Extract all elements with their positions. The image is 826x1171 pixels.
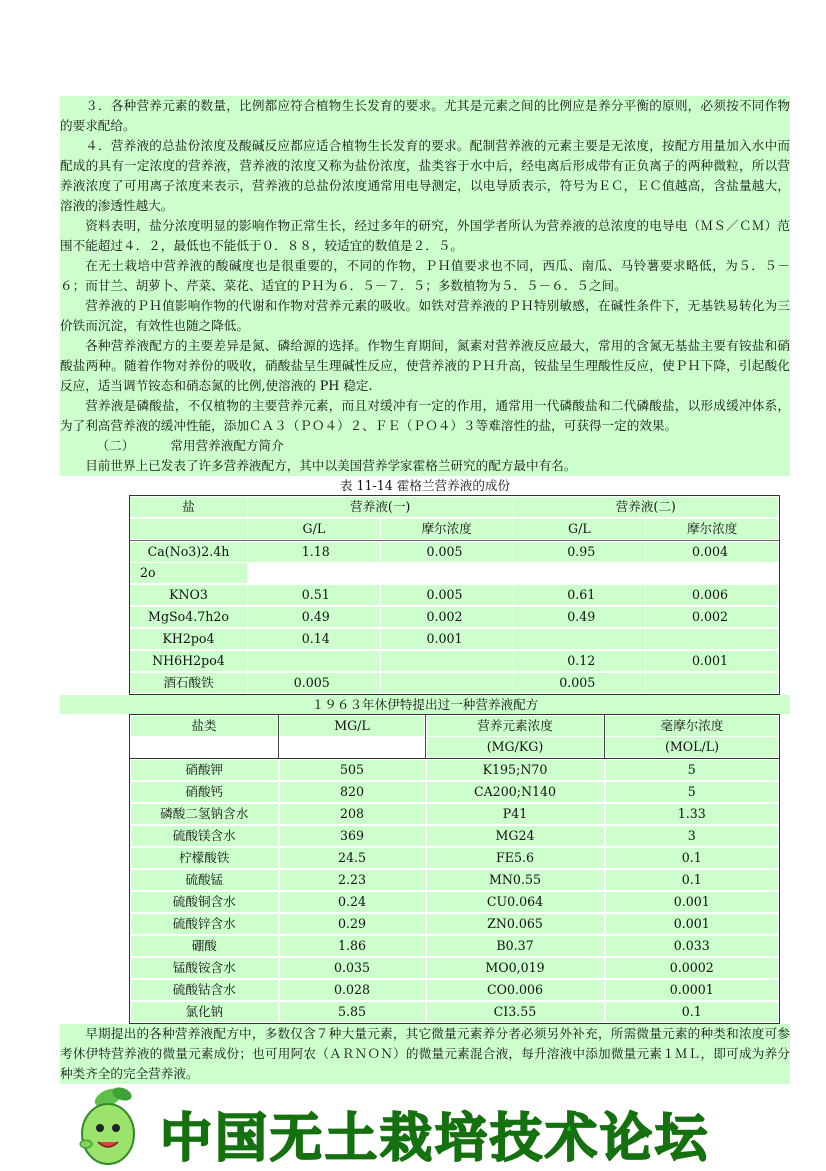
table1-header-molar-2: 摩尔浓度: [646, 518, 779, 541]
closing-text-block: [60, 1024, 790, 1084]
mascot-icon: [70, 1078, 150, 1170]
paragraph-nitrogen: 各种营养液配方的主要差异是氮、磷给源的选择。作物生育期间，氮素对营养液反应最大，常用的含氮无基盐主要有铵盐和硝酸盐两种。随着作物对养份的吸收，硝酸盐呈生理碱性反应，使营养液的ＰＨ升高，铵盐呈生理酸性反应，使ＰＨ下降，引起酸化反应，适当调节铵态和硝态氮的比例,使溶液的 PH 稳定.: [60, 338, 790, 393]
table-row: KH2po4 0.14 0.001: [130, 628, 779, 650]
paragraph-phosphate: 营养液是磷酸盐，不仅植物的主要营养元素，而且对缓冲有一定的作用，通常用一代磷酸盐和二代磷酸盐，以形成缓冲体系，为了利高营养液的缓冲性能，添加ＣＡ３（ＰＯ４）２、ＦＥ（ＰＯ４）３等难溶性的盐，可获得一定的效果。: [60, 398, 790, 433]
logo-text: 中国无土栽培技术论坛: [160, 1109, 711, 1169]
table-row: 氯化钠 5.85 CI3.55 0.1: [130, 1001, 780, 1024]
table-row: 硫酸铜含水 0.24 CU0.064 0.001: [130, 891, 780, 913]
table1-header-salt: 盐: [130, 496, 248, 518]
paragraph-micronutrients: 早期提出的各种营养液配方中，多数仅含７种大量元素，其它微量元素养分者必须另外补充，所需微量元素的种类和浓度可参考休伊特营养液的微量元素成份；也可用阿农（ＡＲＮＯＮ）的微量元素混合液，每升溶液中添加微量元素１ＭＬ，即可成为养分种类齐全的完全营养液。: [60, 1026, 790, 1081]
table2-header-element: 营养元素浓度 (MG/KG): [426, 715, 605, 759]
table-row: 硫酸镁含水 369 MG24 3: [130, 825, 780, 847]
table-row: 硝酸钾 505 K195;N70 5: [130, 759, 780, 782]
paragraph-4: ４．营养液的总盐份浓度及酸碱反应都应适合植物生长发育的要求。配制营养液的元素主要是无浓度，按配方用量加入水中而配成的具有一定浓度的营养液，营养液的浓度又称为盐份浓度，盐类容于水中后，经电离后形成带有正负离子的两种微粒，所以营养液浓度了可用离子浓度来表示，营养液的总盐份浓度通常用电导测定，以电导质表示，符号为ＥＣ，ＥＣ值越高，含盐量越大，溶液的渗透性越大。: [60, 138, 790, 213]
paragraph-ph-absorption: 营养液的ＰＨ值影响作物的代谢和作物对营养元素的吸收。如铁对营养液的ＰＨ特别敏感，在碱性条件下，无基铁易转化为三价铁而沉淀，有效性也随之降低。: [60, 298, 790, 333]
section-number: （二）: [96, 438, 135, 453]
table-row: 硫酸锰 2.23 MN0.55 0.1: [130, 869, 780, 891]
table2-header-salt: 盐类: [130, 715, 279, 759]
highlighted-text-block: [60, 96, 790, 476]
table1-header-gl-2: G/L: [514, 518, 647, 541]
hoagland-table: [129, 495, 780, 695]
table1-header-gl-1: G/L: [248, 518, 381, 541]
section-heading: [60, 436, 790, 456]
table-row: 磷酸二氢钠含水 208 P41 1.33: [130, 803, 780, 825]
table2-header-mgl: MG/L: [279, 715, 426, 759]
table-row: 硼酸 1.86 B0.37 0.033: [130, 935, 780, 957]
table-row: Ca(No3)2.4h 2o 1.18 0.005 0.95 0.004: [130, 541, 779, 584]
table-row: 锰酸铵含水 0.035 MO0,019 0.0002: [130, 957, 780, 979]
table-row: KNO3 0.51 0.005 0.61 0.006: [130, 584, 779, 606]
paragraph-salt-concentration: 资料表明，盐分浓度明显的影响作物正常生长，经过多年的研究，外国学者所认为营养液的总浓度的电导电（ＭＳ／ＣＭ）范围不能超过４．２，最低也不能低于０．８８，较适宜的数值是２．５。: [60, 218, 790, 253]
table1-caption: 表 11-14 霍格兰营养液的成份: [339, 478, 511, 493]
table1-header-molar-1: 摩尔浓度: [381, 518, 514, 541]
table2-caption: １９６３年休伊特提出过一种营养液配方: [60, 695, 790, 714]
document-page: [60, 96, 790, 1084]
table-row: MgSo4.7h2o 0.49 0.002 0.49 0.002: [130, 606, 779, 628]
paragraph-3: ３．各种营养元素的数量，比例都应符合植物生长发育的要求。尤其是元素之间的比例应是养分平衡的原则，必须按不同作物的要求配给。: [60, 98, 790, 133]
hewitt-table: [129, 714, 780, 1024]
table1-salt-cell: Ca(No3)2.4h 2o: [130, 541, 248, 584]
table-row: 硫酸锌含水 0.29 ZN0.065 0.001: [130, 913, 780, 935]
table2-header-millimolar: 毫摩尔浓度 (MOL/L): [605, 715, 780, 759]
table-row: NH6H2po4 0.12 0.001: [130, 650, 779, 672]
table1-header-solution-2: 营养液(二): [514, 496, 780, 518]
table-row: 硫酸钴含水 0.028 CO0.006 0.0001: [130, 979, 780, 1001]
table-row: 硝酸钙 820 CA200;N140 5: [130, 781, 780, 803]
table1-header-solution-1: 营养液(一): [248, 496, 514, 518]
section-title: 常用营养液配方简介: [170, 438, 284, 453]
forum-logo: [70, 1078, 770, 1168]
table1-header-blank: [130, 518, 248, 541]
table-row: 柠檬酸铁 24.5 FE5.6 0.1: [130, 847, 780, 869]
table-row: 酒石酸铁 0.005 0.005: [130, 672, 779, 694]
intro-line: 目前世界上已发表了许多营养液配方，其中以美国营养学家霍格兰研究的配方最中有名。: [85, 458, 577, 473]
paragraph-ph: 在无土栽培中营养液的酸碱度也是很重要的，不同的作物，ＰＨ值要求也不同，西瓜、南瓜、马铃薯要求略低，为５．５－６；而甘兰、胡萝卜、芹菜、菜花、适宜的ＰＨ为６．５－７．５；多数植物为５．５－６．５之间。: [60, 258, 790, 293]
